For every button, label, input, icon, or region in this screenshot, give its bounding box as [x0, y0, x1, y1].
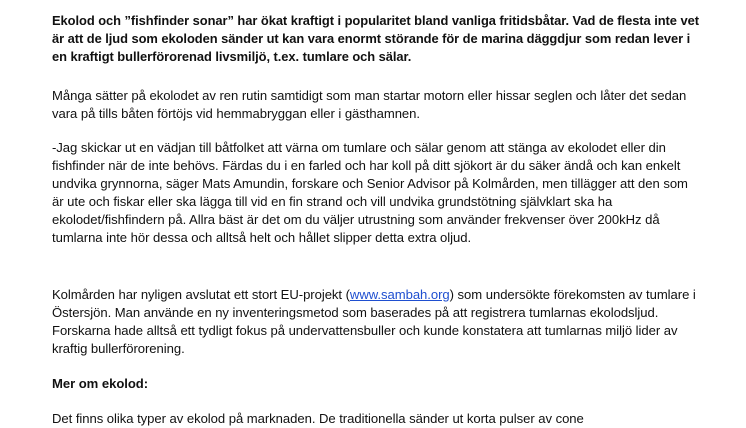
paragraph-eu-project-text-start: Kolmården har nyligen avslutat ett stort EU-projekt ( — [52, 287, 350, 302]
paragraph-eu-project — [52, 286, 702, 358]
paragraph-ekolod-types: Det finns olika typer av ekolod på marknaden. De traditionella sänder ut korta pulser av cone — [52, 411, 584, 426]
paragraph-routine: Många sätter på ekolodet av ren rutin samtidigt som man startar motorn eller hissar seglen och låter det sedan vara på tills båten förtöjs vid hemmabryggan eller i gästhamnen. — [52, 88, 687, 121]
paragraph-eu-project-text-end: ) som undersökte förekomsten av tumlare i Östersjön. Man använde en ny inventeringsmetod som baserades på att registrera tumlarnas ekolodsljud. Forskarna hade alltså ett tydligt fokus på undervattensbuller och kunde konstatera att tumlarnas miljö lider av kraftig bullerförorening. — [52, 287, 696, 356]
lead-paragraph: Ekolod och ”fishfinder sonar” har ökat kraftigt i popularitet bland vanliga fritidsbåtar. Vad de flesta inte vet är att de ljud som ekoloden sänder ut kan vara enormt störande för de marina däggdjur som redan lever i en kraftigt bullerförorenad livsmiljö, t.ex. tumlare och sälar. — [52, 13, 699, 64]
sambah-link[interactable]: www.sambah.org — [349, 287, 450, 302]
paragraph-quote: -Jag skickar ut en vädjan till båtfolket att värna om tumlare och sälar genom att stänga av ekolodet eller din fishfinder när de inte behövs. Färdas du i en farled och har koll på ditt sjökort är du säker ändå och kan enkelt undvika grynnorna, säger Mats Amundin, forskare och Senior Advisor på Kolmården, men tillägger att den som är ute och fiskar eller ska lägga till vid en fin strand och vill undvika grundstötning självklart ska ha ekolodet/fishfindern på. Allra bäst är det om du väljer utrustning som använder frekvenser över 200kHz då tumlarna inte hör dessa och alltså helt och hållet slipper detta extra oljud. — [52, 140, 688, 245]
section-heading: Mer om ekolod: — [52, 376, 149, 391]
